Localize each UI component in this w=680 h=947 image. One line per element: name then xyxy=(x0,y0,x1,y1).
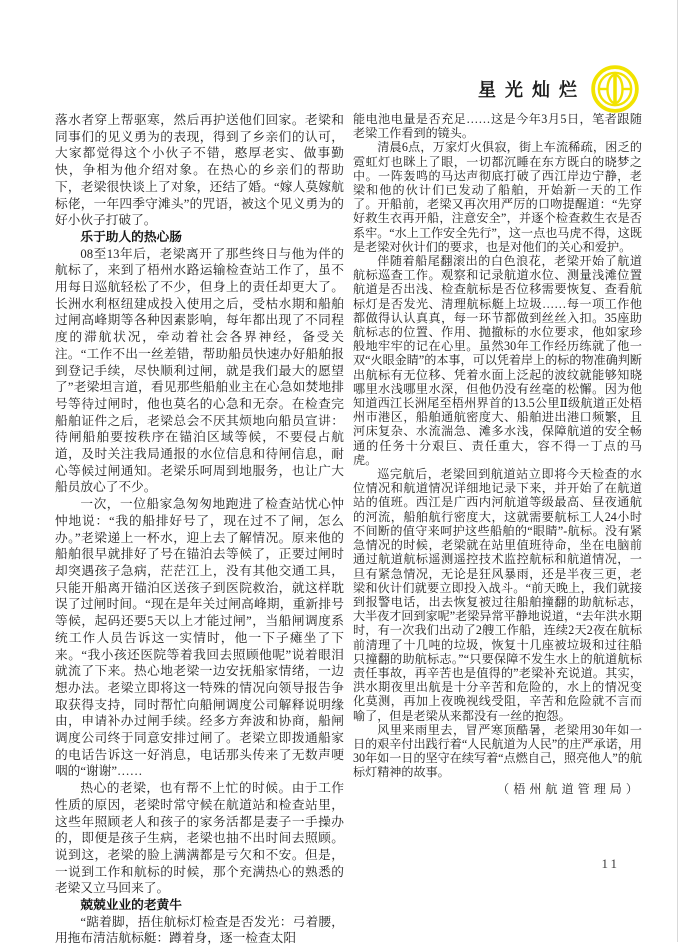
paragraph: 伴随着船尾翻滚出的白色浪花，老梁开始了航道航标巡查工作。观察和记录航道水位、测量浅滩位置航道是否出浅、检查航标是否位移需要恢复、查看航标灯是否发光、清理航标艇上垃圾……每一项工作他都做得认认真真，每一环节都做到丝丝入扣。35座助航标志的位置、作用、抛撤标的水位要求，他如家珍般地牢牢的记在心里。虽然30年工作经历练就了他一双“火眼金睛”的本事，可以凭着岸上的标的物准确判断出航标有无位移、凭着水面上泛起的波纹就能够知晓哪里水浅哪里水深，但他仍没有丝毫的松懈。因为他知道西江长洲尾至梧州界首的13.5公里Ⅱ级航道正处梧州市港区，船舶通航密度大、船舶进出港口频繁，且河床复杂、水流湍急、滩多水浅，保障航道的安全畅通的任务十分艰巨、责任重大，容不得一丁点的马虎。 xyxy=(353,254,642,467)
paragraph: 落水者穿上帮驱寒，然后再护送他们回家。老梁和同事们的见义勇为的表现，得到了乡亲们的认可，大家都觉得这个小伙子不错，憨厚老实、做事勤快，争相为他介绍对象。在热心的乡亲们的帮助下，老梁很快谈上了对象，还结了婚。“嫁人莫嫁航标佬，一年四季守滩头”的咒语，被这个见义勇为的好小伙子打破了。 xyxy=(55,113,344,228)
trade-union-logo-icon xyxy=(590,64,640,114)
right-column xyxy=(353,112,642,947)
page-header xyxy=(478,64,640,114)
paragraph: 清晨6点，万家灯火俱寂，街上车流稀疏，困乏的霓虹灯也眯上了眼，一切都沉睡在东方既白的晓梦之中。一阵轰鸣的马达声彻底打破了西江岸边宁静，老梁和他的伙计们已发动了船舶，开始新一天的工作了。开船前，老梁又再次用严厉的口吻提醒道：“先穿好救生衣再开船，注意安全”，并逐个检查救生衣是否系牢。“水上工作安全先行”，这一点也马虎不得，这既是老梁对伙计们的要求，也是对他们的关心和爱护。 xyxy=(353,140,642,254)
paragraph: 巡完航后，老梁回到航道站立即将今天检查的水位情况和航道情况详细地记录下来，并开始了在航道站的值班。西江是广西内河航道等级最高、昼夜通航的河流，船舶航行密度大，这就需要航标工人24小时不间断的值守来呵护这些船舶的“眼睛”-航标。没有紧急情况的时候，老梁就在站里值班待命，坐在电脑前通过航道航标遥测遥控技术监控航标和航道情况，一旦有紧急情况，无论是狂风暴雨，还是半夜三更，老梁和伙计们就要立即投入战斗。“前天晚上，我们就接到报警电话，出去恢复被过往船舶撞翻的助航标志，大半夜才回到家呢”老梁异常平静地说道，“去年洪水期时，有一次我们出动了2艘工作船，连续2天2夜在航标前清理了十几吨的垃圾，恢复十几座被垃圾和过往船只撞翻的助航标志。”“只要保障不发生水上的航道航标责任事故，再辛苦也是值得的”老梁补充说道。其实，洪水期夜里出航是十分辛苦和危险的，水上的情况变化莫测，再加上夜晚视线受阻，辛苦和危险就不言而喻了，但是老梁从来都没有一丝的抱怨。 xyxy=(353,467,642,723)
section-title: 星光灿烂 xyxy=(478,80,586,100)
paragraph: 08至13年后，老梁离开了那些终日与他为伴的航标了，来到了梧州水路运输检查站工作了，虽不用每日巡航轻松了不少，但身上的责任却更大了。长洲水利枢纽建成投入使用之后，受枯水期和船舶过闸高峰期等各种因素影响，每年都出现了不同程度的滞航状况，牵动着社会各界神经，备受关注。“工作不出一丝差错，帮助船员快速办好船舶报到登记手续，尽快顺利过闸，就是我们最大的愿望了”老梁坦言道，看见那些船舶业主在心急如焚地排号等待过闸时，他也莫名的心急和无奈。在检查完船舶证件之后，老梁总会不厌其烦地向船员宣讲：待闸船舶要按秩序在锚泊区域等候，不要侵占航道，及时关注我局通报的水位信息和待闸信息，耐心等候过闸通知。老梁乐呵周到地服务，也让广大船员放心了不少。 xyxy=(55,246,344,495)
left-column xyxy=(55,112,344,947)
paragraph: 热心的老梁，也有帮不上忙的时候。由于工作性质的原因，老梁时常守候在航道站和检查站里，这些年照顾老人和孩子的家务活都是妻子一手操办的，即便是孩子生病，老梁也抽不出时间去照顾。说到这，老梁的脸上满满都是亏欠和不安。但是，一说到工作和航标的时候，那个充满热心的熟悉的老梁又立马回来了。 xyxy=(55,781,344,896)
paragraph: 风里来雨里去，冒严寒顶酷暑，老梁用30年如一日的艰辛付出践行着“人民航道为人民”的庄严承诺，用30年如一日的坚守在续写着“点燃自己，照亮他人”的航标灯精神的故事。 xyxy=(353,722,642,780)
page-number: 11 xyxy=(601,856,620,871)
paragraph: 一次，一位船家急匆匆地跑进了检查站忧心忡忡地说：“我的船排好号了，现在过不了闸，怎么办。”老梁递上一杯水，迎上去了解情况。原来他的船舶很早就排好了号在锚泊去等候了，正要过闸时却突遇孩子急病，茫茫江上，没有其他交通工具，只能开船离开锚泊区送孩子到医院救治，就这样耽误了过闸时间。“现在是年关过闸高峰期，重新排号等候，起码还要5天以上才能过闸”，当船闸调度系统工作人员告诉这一实情时，他一下子瘫坐了下来。“我小孩还医院等着我回去照顾他呢”说着眼泪就流了下来。热心地老梁一边安抚船家情绪，一边想办法。老梁立即将这一特殊的情况向领导报告争取获得支持，同时帮忙向船闸调度公司解释说明缘由，申请补办过闸手续。经多方奔波和协商，船闸调度公司终于同意安排过闸了。老梁立即拨通船家的电话告诉这一好消息，电话那头传来了无数声哽咽的“谢谢”…… xyxy=(55,497,344,779)
article-body xyxy=(55,112,642,947)
section-heading: 兢兢业业的老黄牛 xyxy=(80,898,182,913)
paragraph: 能电池电量是否充足……这是今年3月5日，笔者跟随老梁工作看到的镜头。 xyxy=(353,112,642,141)
page-scan-edge xyxy=(677,0,678,942)
section-heading: 乐于助人的热心肠 xyxy=(80,229,182,244)
paragraph: “踮着脚，捂住航标灯检查是否发光：弓着腰，用拖布清洁航标艇：蹲着身，逐一检查太阳 xyxy=(55,914,344,946)
byline-signature: （梧州航道管理局） xyxy=(497,781,642,796)
